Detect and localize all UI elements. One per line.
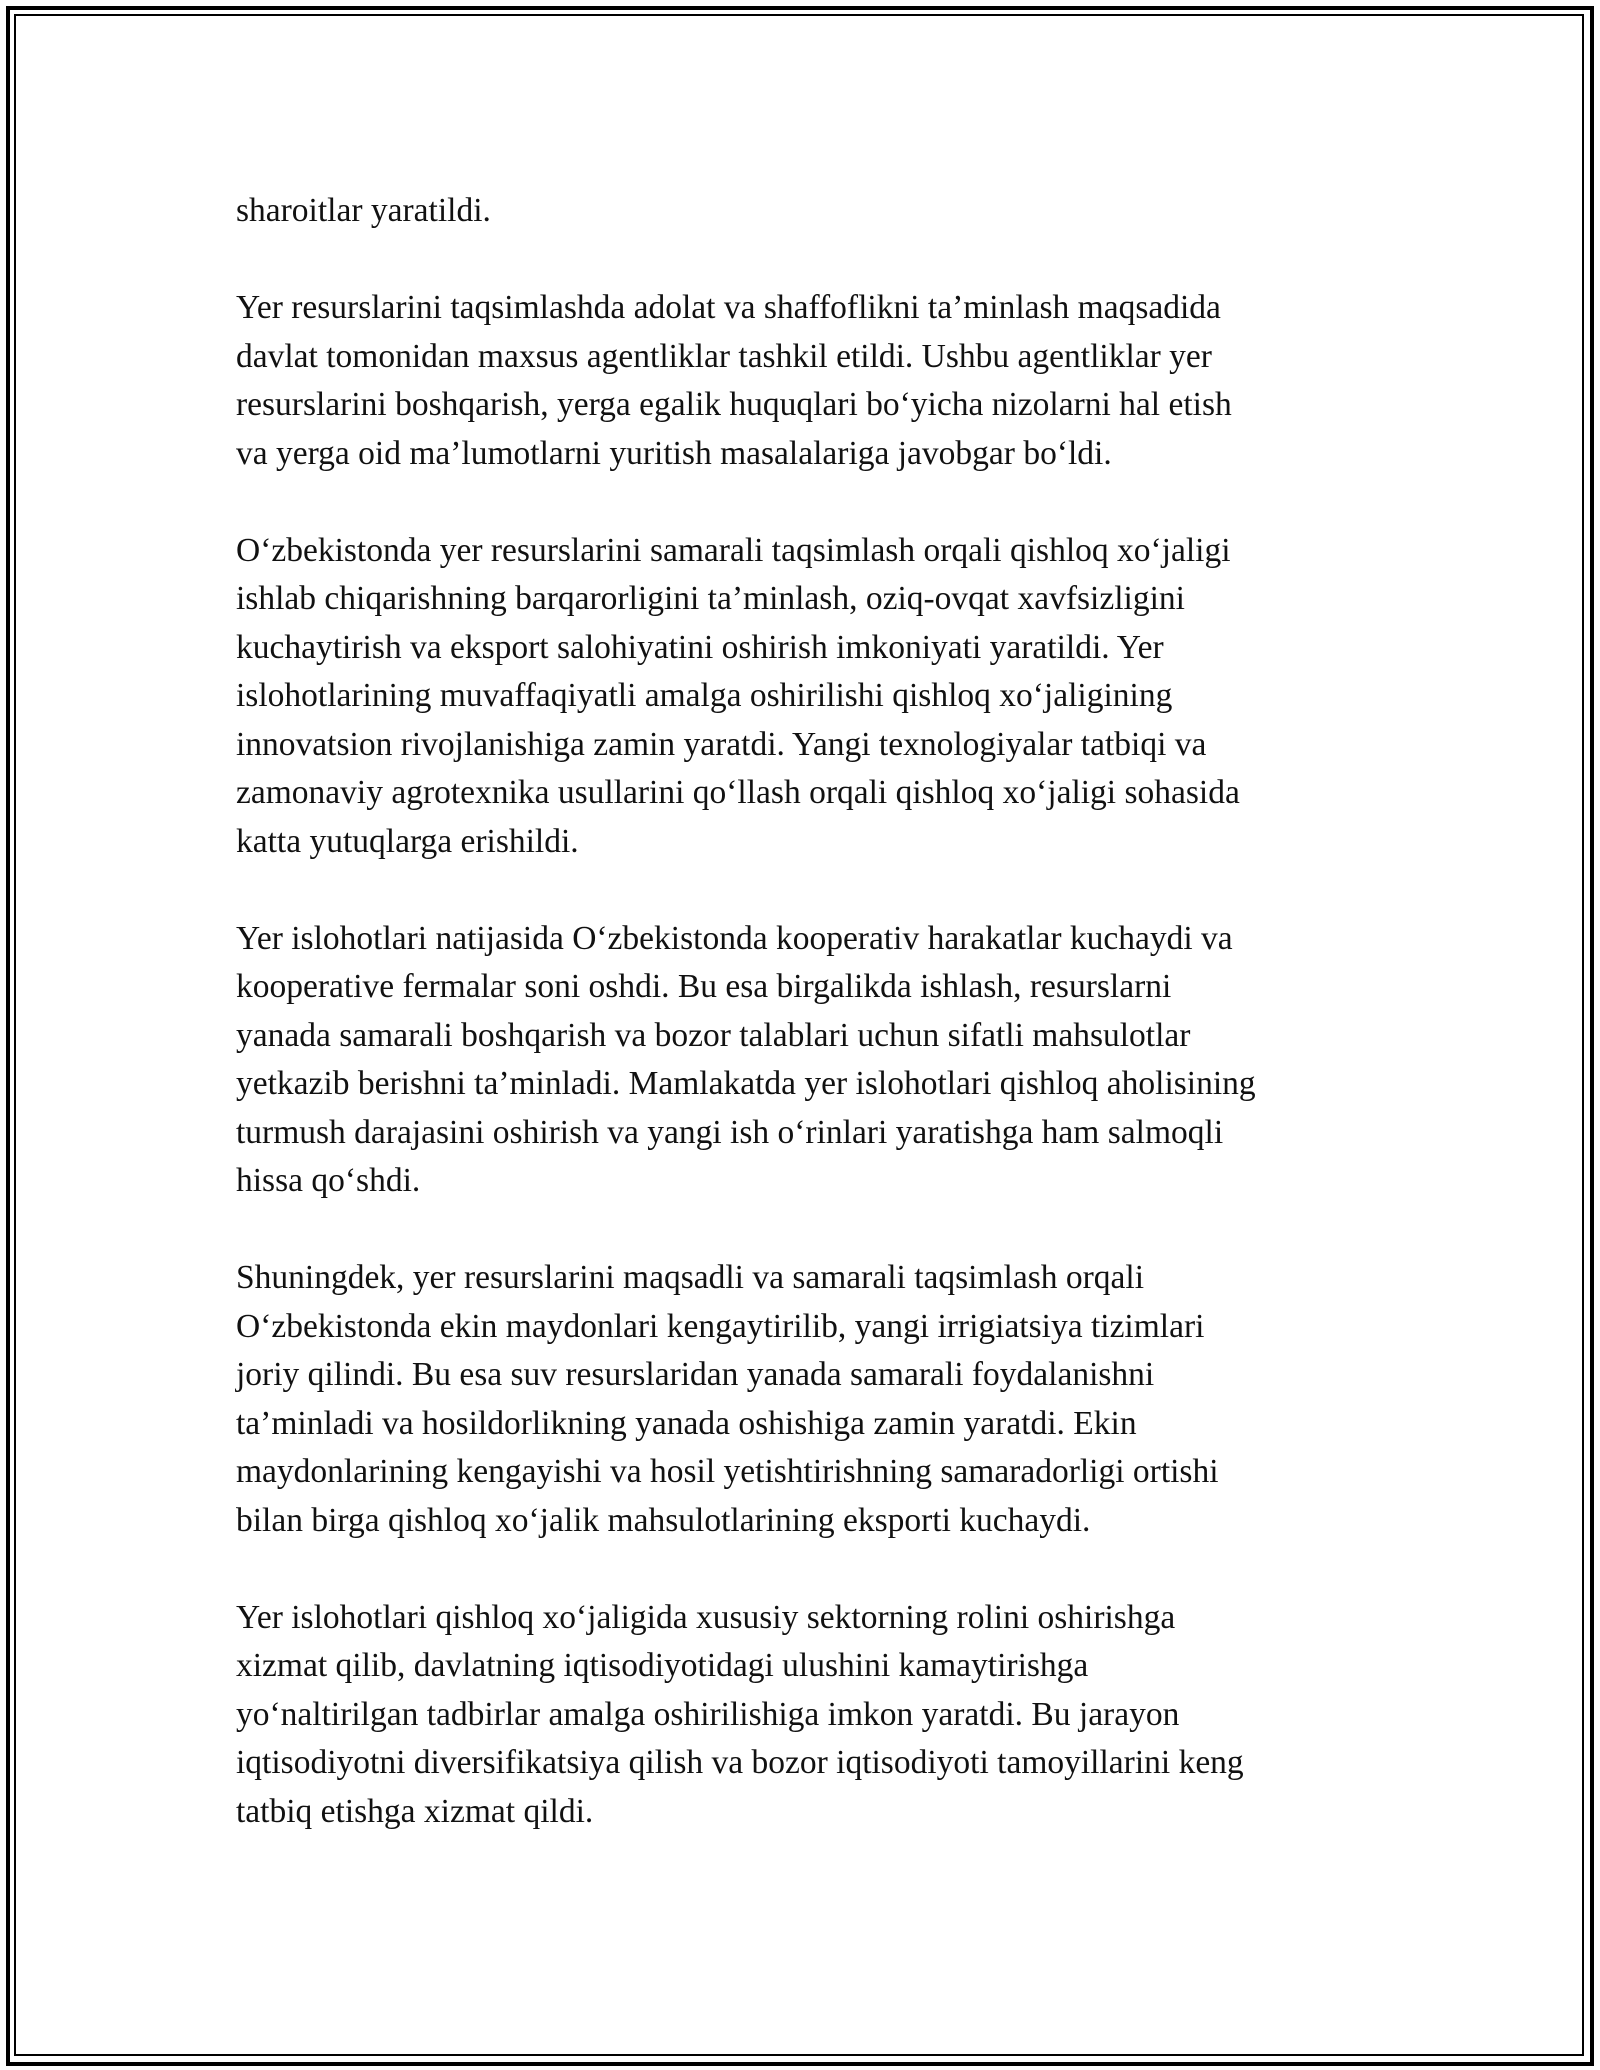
text-line: bilan birga qishloq xoʻjalik mahsulotlarining eksporti kuchaydi. xyxy=(236,1501,1091,1539)
text-line: yetkazib berishni ta’minladi. Mamlakatda yer islohotlari qishloq aholisining xyxy=(236,1065,1256,1102)
text-line: hissa qoʻshdi. xyxy=(236,1162,421,1199)
text-line: xizmat qilib, davlatning iqtisodiyotidagi ulushini kamaytirishga xyxy=(236,1647,1089,1684)
text-line: Shuningdek, yer resurslarini maqsadli va samarali taqsimlash orqali xyxy=(236,1259,1145,1296)
paragraph xyxy=(236,915,1366,1206)
paragraph xyxy=(236,284,1366,478)
text-line: Yer resurslarini taqsimlashda adolat va shaffoflikni ta’minlash maqsadida xyxy=(236,289,1221,326)
text-line: turmush darajasini oshirish va yangi ish oʻrinlari yaratishga ham salmoqli xyxy=(236,1113,1224,1151)
text-line: kuchaytirish va eksport salohiyatini oshirish imkoniyati yaratildi. Yer xyxy=(236,628,1164,666)
document-body xyxy=(236,187,1366,1885)
text-line: Yer islohotlari natijasida Oʻzbekistonda kooperativ harakatlar kuchaydi va xyxy=(236,919,1233,957)
text-line: yoʻnaltirilgan tadbirlar amalga oshirilishiga imkon yaratdi. Bu jarayon xyxy=(236,1695,1180,1733)
paragraph xyxy=(236,187,1366,236)
text-line: davlat tomonidan maxsus agentliklar tashkil etildi. Ushbu agentliklar yer xyxy=(236,337,1212,375)
text-line: Yer islohotlari qishloq xoʻjaligida xususiy sektorning rolini oshirishga xyxy=(236,1598,1176,1636)
text-line: sharoitlar yaratildi. xyxy=(236,192,491,229)
text-line: yanada samarali boshqarish va bozor talablari uchun sifatli mahsulotlar xyxy=(236,1016,1191,1054)
text-line: ishlab chiqarishning barqarorligini ta’minlash, oziq-ovqat xavfsizligini xyxy=(236,580,1185,617)
text-line: katta yutuqlarga erishildi. xyxy=(236,822,579,860)
text-line: iqtisodiyotni diversifikatsiya qilish va bozor iqtisodiyoti tamoyillarini keng xyxy=(236,1744,1244,1781)
text-line: tatbiq etishga xizmat qildi. xyxy=(236,1792,594,1830)
text-line: islohotlarining muvaffaqiyatli amalga oshirilishi qishloq xoʻjaligining xyxy=(236,677,1173,714)
paragraph xyxy=(236,1594,1366,1837)
text-line: ta’minladi va hosildorlikning yanada oshishiga zamin yaratdi. Ekin xyxy=(236,1404,1137,1442)
text-line: Oʻzbekistonda ekin maydonlari kengaytirilib, yangi irrigiatsiya tizimlari xyxy=(236,1307,1205,1345)
paragraph xyxy=(236,527,1366,867)
text-line: maydonlarining kengayishi va hosil yetishtirishning samaradorligi ortishi xyxy=(236,1453,1219,1490)
text-line: va yerga oid ma’lumotlarni yuritish masalalariga javobgar boʻldi. xyxy=(236,434,1112,472)
text-line: innovatsion rivojlanishiga zamin yaratdi. Yangi texnologiyalar tatbiqi va xyxy=(236,725,1207,763)
text-line: resurslarini boshqarish, yerga egalik huquqlari boʻyicha nizolarni hal etish xyxy=(236,386,1232,423)
paragraph xyxy=(236,1254,1366,1545)
text-line: joriy qilindi. Bu esa suv resurslaridan yanada samarali foydalanishni xyxy=(236,1356,1155,1393)
text-line: zamonaviy agrotexnika usullarini qoʻllash orqali qishloq xoʻjaligi sohasida xyxy=(236,774,1240,811)
text-line: kooperative fermalar soni oshdi. Bu esa birgalikda ishlash, resurslarni xyxy=(236,968,1172,1005)
text-line: Oʻzbekistonda yer resurslarini samarali taqsimlash orqali qishloq xoʻjaligi xyxy=(236,531,1231,569)
